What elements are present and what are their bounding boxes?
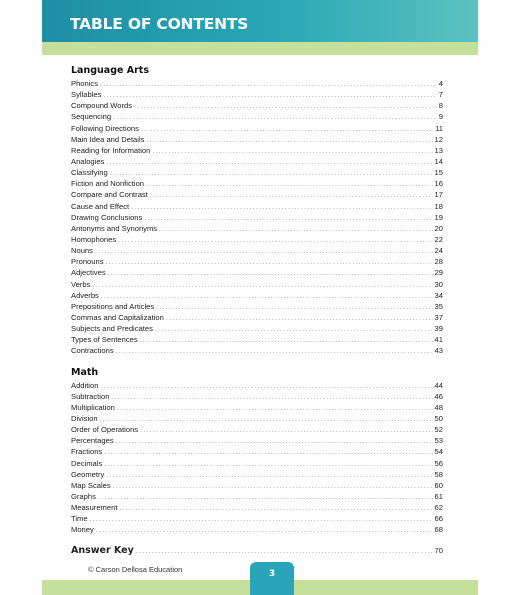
toc-entry-page: 34 bbox=[434, 290, 443, 300]
toc-content bbox=[71, 64, 443, 558]
toc-entry[interactable] bbox=[71, 469, 443, 480]
toc-entry-page: 8 bbox=[438, 101, 443, 111]
toc-entry-label: Reading for Information bbox=[71, 145, 151, 155]
toc-entry[interactable] bbox=[71, 413, 443, 424]
toc-entry[interactable] bbox=[71, 78, 443, 89]
toc-entry[interactable] bbox=[71, 290, 443, 301]
toc-entry-label: Decimals bbox=[71, 458, 103, 468]
dot-leader bbox=[159, 224, 432, 235]
toc-entry[interactable] bbox=[71, 334, 443, 345]
dot-leader bbox=[106, 470, 432, 481]
dot-leader bbox=[118, 235, 432, 246]
toc-entry[interactable] bbox=[71, 178, 443, 189]
toc-entry-page: 70 bbox=[434, 546, 443, 556]
toc-entry-page: 4 bbox=[438, 79, 443, 88]
toc-entry[interactable] bbox=[71, 111, 443, 122]
toc-entry-page: 29 bbox=[434, 268, 443, 278]
toc-entry[interactable] bbox=[71, 167, 443, 178]
dot-leader bbox=[134, 101, 437, 112]
toc-entry-page: 9 bbox=[438, 112, 443, 122]
toc-entry-page: 62 bbox=[434, 503, 443, 513]
dot-leader bbox=[146, 179, 433, 190]
toc-entry-label: Commas and Capitalization bbox=[71, 312, 164, 322]
toc-entry-label: Geometry bbox=[71, 469, 105, 479]
toc-entry-page: 46 bbox=[434, 391, 443, 401]
toc-entry[interactable] bbox=[71, 145, 443, 156]
toc-entry-label: Types of Sentences bbox=[71, 335, 138, 345]
toc-entry-label: Addition bbox=[71, 380, 99, 390]
toc-entry-label: Homophones bbox=[71, 234, 117, 244]
toc-entry-page: 61 bbox=[434, 491, 443, 501]
toc-entry-page: 19 bbox=[434, 212, 443, 222]
toc-entry-page: 68 bbox=[434, 525, 443, 535]
toc-entry[interactable] bbox=[71, 89, 443, 100]
toc-entry-page: 7 bbox=[438, 90, 443, 100]
toc-entry-label: Syllables bbox=[71, 90, 102, 100]
toc-entry[interactable] bbox=[71, 380, 443, 391]
dot-leader bbox=[111, 392, 432, 403]
dot-leader bbox=[103, 90, 436, 101]
dot-leader bbox=[116, 346, 433, 357]
toc-entry[interactable] bbox=[71, 301, 443, 312]
dot-leader bbox=[116, 436, 433, 447]
toc-entry-page: 44 bbox=[434, 380, 443, 390]
dot-leader bbox=[144, 213, 432, 224]
toc-entry-page: 13 bbox=[434, 145, 443, 155]
toc-entry[interactable] bbox=[71, 458, 443, 469]
toc-entry[interactable] bbox=[71, 435, 443, 446]
toc-entry-label: Time bbox=[71, 514, 88, 524]
dot-leader bbox=[119, 503, 432, 514]
dot-leader bbox=[90, 514, 433, 525]
toc-list-math bbox=[71, 380, 443, 536]
page-number: 3 bbox=[268, 569, 276, 579]
toc-entry-label: Pronouns bbox=[71, 257, 104, 267]
toc-entry[interactable] bbox=[71, 189, 443, 200]
toc-entry[interactable] bbox=[71, 446, 443, 457]
toc-entry-page: 60 bbox=[434, 480, 443, 490]
toc-entry-page: 66 bbox=[434, 514, 443, 524]
toc-entry[interactable] bbox=[71, 480, 443, 491]
toc-entry[interactable] bbox=[71, 267, 443, 278]
dot-leader bbox=[106, 157, 432, 168]
dot-leader bbox=[166, 313, 433, 324]
toc-entry-page: 48 bbox=[434, 402, 443, 412]
toc-entry-label: Division bbox=[71, 413, 98, 423]
dot-leader bbox=[131, 202, 432, 213]
toc-entry-page: 16 bbox=[434, 179, 443, 189]
toc-entry-page: 17 bbox=[434, 190, 443, 200]
toc-entry-page: 37 bbox=[434, 312, 443, 322]
toc-entry-label: Antonyms and Synonyms bbox=[71, 223, 158, 233]
dot-leader bbox=[104, 447, 432, 458]
toc-entry-page: 53 bbox=[434, 436, 443, 446]
toc-entry-label: Verbs bbox=[71, 279, 91, 289]
toc-entry[interactable] bbox=[71, 212, 443, 223]
toc-entry-label: Subjects and Predicates bbox=[71, 324, 153, 334]
dot-leader bbox=[113, 481, 433, 492]
dot-leader bbox=[155, 324, 433, 335]
toc-entry-page: 14 bbox=[434, 156, 443, 166]
dot-leader bbox=[113, 112, 437, 123]
toc-entry[interactable] bbox=[71, 245, 443, 256]
toc-entry[interactable] bbox=[71, 123, 443, 134]
dot-leader bbox=[100, 79, 437, 90]
toc-entry-label: Sequencing bbox=[71, 112, 112, 122]
dot-leader bbox=[156, 302, 432, 313]
toc-entry-page: 50 bbox=[434, 413, 443, 423]
toc-entry-label: Contractions bbox=[71, 346, 114, 356]
toc-entry-label: Order of Operations bbox=[71, 425, 139, 435]
dot-leader bbox=[150, 190, 433, 201]
toc-entry[interactable] bbox=[71, 256, 443, 267]
toc-entry[interactable] bbox=[71, 402, 443, 413]
toc-entry[interactable] bbox=[71, 223, 443, 234]
dot-leader bbox=[96, 525, 433, 536]
toc-entry-label: Adverbs bbox=[71, 290, 99, 300]
page-title: TABLE OF CONTENTS bbox=[70, 15, 249, 33]
toc-list-language-arts bbox=[71, 78, 443, 357]
toc-entry-page: 39 bbox=[434, 324, 443, 334]
dot-leader bbox=[98, 492, 433, 503]
toc-entry[interactable] bbox=[71, 279, 443, 290]
toc-entry-label: Compound Words bbox=[71, 101, 133, 111]
header-band bbox=[42, 42, 478, 55]
dot-leader bbox=[136, 545, 433, 559]
toc-entry-label: Answer Key bbox=[71, 545, 134, 557]
dot-leader bbox=[146, 135, 432, 146]
toc-entry-label: Nouns bbox=[71, 246, 93, 256]
toc-entry-label: Compare and Contrast bbox=[71, 190, 148, 200]
section-title-math: Math bbox=[71, 366, 99, 378]
dot-leader bbox=[104, 459, 432, 470]
toc-entry-page: 22 bbox=[434, 234, 443, 244]
toc-entry-label: Adjectives bbox=[71, 268, 106, 278]
dot-leader bbox=[141, 124, 433, 135]
toc-entry-label: Following Directions bbox=[71, 123, 139, 133]
toc-entry-label: Multiplication bbox=[71, 402, 115, 412]
dot-leader bbox=[100, 414, 433, 425]
copyright-text: © Carson Dellosa Education bbox=[88, 565, 183, 574]
dot-leader bbox=[152, 146, 432, 157]
toc-entry-page: 24 bbox=[434, 246, 443, 256]
toc-entry-label: Measurement bbox=[71, 503, 118, 513]
toc-entry-answer-key[interactable] bbox=[71, 544, 443, 558]
dot-leader bbox=[100, 381, 432, 392]
toc-entry-page: 12 bbox=[434, 134, 443, 144]
dot-leader bbox=[108, 268, 433, 279]
toc-entry-page: 20 bbox=[434, 223, 443, 233]
toc-entry-label: Money bbox=[71, 525, 94, 535]
toc-entry-label: Main Idea and Details bbox=[71, 134, 145, 144]
toc-entry-page: 43 bbox=[434, 346, 443, 356]
toc-entry-label: Percentages bbox=[71, 436, 114, 446]
toc-entry-page: 41 bbox=[434, 335, 443, 345]
toc-entry-label: Subtraction bbox=[71, 391, 110, 401]
header-bar bbox=[42, 0, 478, 42]
toc-entry-label: Prepositions and Articles bbox=[71, 301, 155, 311]
dot-leader bbox=[140, 425, 432, 436]
toc-entry-label: Classifying bbox=[71, 168, 108, 178]
toc-entry-label: Fiction and Nonfiction bbox=[71, 179, 145, 189]
toc-entry-page: 11 bbox=[435, 123, 443, 133]
toc-entry-page: 28 bbox=[434, 257, 443, 267]
toc-entry-page: 54 bbox=[434, 447, 443, 457]
toc-entry[interactable] bbox=[71, 312, 443, 323]
toc-entry-label: Phonics bbox=[71, 79, 99, 88]
dot-leader bbox=[106, 257, 433, 268]
dot-leader bbox=[95, 246, 433, 257]
toc-entry[interactable] bbox=[71, 134, 443, 145]
toc-entry-page: 56 bbox=[434, 458, 443, 468]
toc-entry-label: Map Scales bbox=[71, 480, 111, 490]
toc-entry[interactable] bbox=[71, 391, 443, 402]
toc-entry-page: 15 bbox=[434, 168, 443, 178]
page-number-tab bbox=[250, 562, 294, 595]
dot-leader bbox=[110, 168, 433, 179]
section-title-language-arts: Language Arts bbox=[71, 65, 149, 76]
toc-entry-label: Cause and Effect bbox=[71, 201, 130, 211]
dot-leader bbox=[140, 335, 433, 346]
toc-entry[interactable] bbox=[71, 100, 443, 111]
toc-entry-label: Fractions bbox=[71, 447, 103, 457]
toc-entry[interactable] bbox=[71, 502, 443, 513]
toc-entry[interactable] bbox=[71, 156, 443, 167]
toc-entry[interactable] bbox=[71, 513, 443, 524]
toc-entry[interactable] bbox=[71, 524, 443, 535]
toc-entry-page: 58 bbox=[434, 469, 443, 479]
toc-entry-page: 35 bbox=[434, 301, 443, 311]
toc-entry[interactable] bbox=[71, 323, 443, 334]
toc-entry-page: 52 bbox=[434, 425, 443, 435]
toc-entry-label: Analogies bbox=[71, 156, 105, 166]
toc-entry-label: Graphs bbox=[71, 491, 96, 501]
toc-entry[interactable] bbox=[71, 491, 443, 502]
toc-entry[interactable] bbox=[71, 234, 443, 245]
toc-entry-label: Drawing Conclusions bbox=[71, 212, 143, 222]
toc-entry[interactable] bbox=[71, 424, 443, 435]
dot-leader bbox=[117, 403, 433, 414]
toc-entry[interactable] bbox=[71, 201, 443, 212]
toc-entry-page: 18 bbox=[434, 201, 443, 211]
toc-entry-page: 30 bbox=[434, 279, 443, 289]
toc-entry[interactable] bbox=[71, 345, 443, 356]
dot-leader bbox=[92, 280, 432, 291]
